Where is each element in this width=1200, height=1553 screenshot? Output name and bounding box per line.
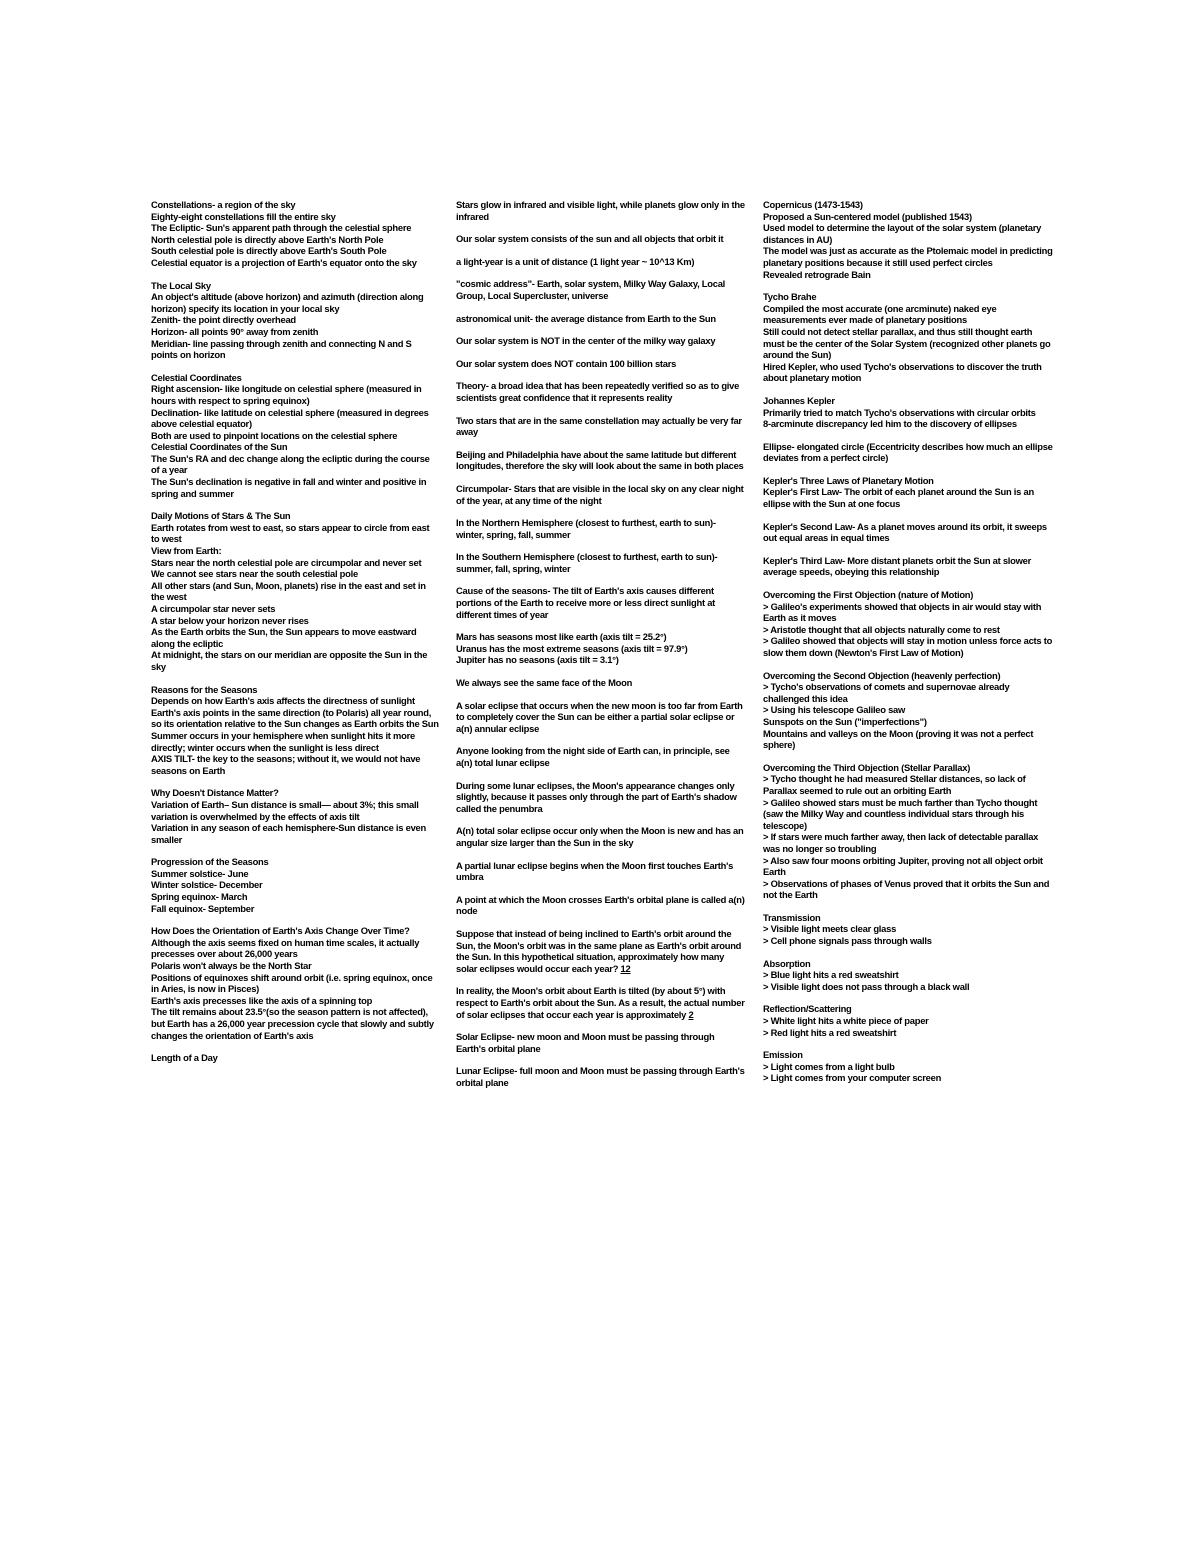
note-line: > Blue light hits a red sweatshirt (763, 969, 899, 981)
note-line: Length of a Day (151, 1052, 218, 1064)
note-line: Jupiter has no seasons (axis tilt = 3.1°) (456, 654, 619, 666)
note-line: A solar eclipse that occurs when the new moon is too far from Earth to completely cover the Sun can be either a partial solar eclipse or a(n) annular eclipse (456, 699, 743, 734)
note-line: A star below your horizon never rises (151, 614, 309, 626)
note-line: Our solar system consists of the sun and all objects that orbit it (456, 233, 724, 245)
note-line: Suppose that instead of being inclined to Earth's orbit around the Sun, the Moon's orbit was in the same plane as Earth's orbit around the Sun. In this hypothetical situation, approximately how many solar eclipses would occur each year? 12 (456, 927, 742, 974)
note-line: Polaris won't always be the North Star (151, 960, 312, 972)
note-line: Why Doesn't Distance Matter? (151, 787, 279, 799)
note-line: Summer solstice- June (151, 867, 249, 879)
note-section (763, 1003, 1053, 1038)
note-line: Earth's axis precesses like the axis of a spinning top (151, 994, 373, 1006)
note-line: In the Southern Hemisphere (closest to furthest, earth to sun)- summer, fall, spring, winter (456, 551, 718, 574)
note-section (763, 958, 1053, 993)
note-line: All other stars (and Sun, Moon, planets) rise in the east and set in the west (151, 579, 426, 603)
note-line: Daily Motions of Stars & The Sun (151, 510, 291, 522)
note-line: The model was just as accurate as the Ptolemaic model in predicting planetary positions because it still used perfect circles (763, 245, 1053, 268)
note-line: Stars near the north celestial pole are circumpolar and never set (151, 556, 422, 568)
note-line: astronomical unit- the average distance from Earth to the Sun (456, 312, 716, 324)
note-section (456, 1031, 746, 1054)
note-line: Spring equinox- March (151, 891, 248, 903)
note-line: At midnight, the stars on our meridian are opposite the Sun in the sky (151, 649, 428, 672)
note-section (456, 825, 746, 848)
note-section (151, 684, 439, 777)
note-line: > Galileo showed stars must be much farther than Tycho thought (saw the Milky Way and countless individual stars through his telescope) (763, 796, 1038, 831)
note-line: > Visible light meets clear glass (763, 923, 897, 935)
answer-value: 2 (688, 1008, 694, 1020)
note-line: In the Northern Hemisphere (closest to furthest, earth to sun)- winter, spring, fall, summer (456, 517, 716, 540)
note-line: > Galileo's experiments showed that objects in air would stay with Earth as it moves (763, 600, 1042, 624)
note-line: Eighty-eight constellations fill the entire sky (151, 210, 336, 222)
note-section (763, 762, 1053, 901)
note-line: Zenith- the point directly overhead (151, 314, 296, 326)
note-section (151, 856, 439, 914)
note-section (456, 313, 746, 325)
note-section (456, 860, 746, 883)
note-line: Earth rotates from west to east, so stars appear to circle from east to west (151, 521, 430, 545)
note-line: The tilt remains about 23.5°(so the season pattern is not affected), but Earth has a 26,000 year precession cycle that slowly and subtly changes the orientation of Earth's axis (151, 1006, 434, 1041)
note-section (456, 517, 746, 540)
note-line: Overcoming the Third Objection (Stellar Parallax) (763, 761, 971, 773)
note-line: Summer occurs in your hemisphere when sunlight hits it more directly; winter occurs when the sunlight is less direct (151, 729, 415, 753)
notes-column-1 (151, 199, 439, 1075)
note-line: 8-arcminute discrepancy led him to the discovery of ellipses (763, 418, 1017, 430)
note-line: Overcoming the Second Objection (heavenly perfection) (763, 669, 1001, 681)
note-line: Uranus has the most extreme seasons (axis tilt = 97.9°) (456, 642, 688, 654)
note-line: The Local Sky (151, 279, 211, 291)
note-section (456, 928, 746, 974)
note-section (456, 985, 746, 1020)
note-line: A circumpolar star never sets (151, 603, 276, 614)
note-line: Celestial equator is a projection of Earth's equator onto the sky (151, 256, 417, 268)
note-line: A(n) total solar eclipse occur only when the Moon is new and has an angular size larger than the Sun in the sky (456, 825, 744, 848)
note-section (456, 1065, 746, 1088)
note-section (456, 199, 746, 222)
note-line: The Sun's declination is negative in fall and winter and positive in spring and summer (151, 476, 427, 499)
note-line: Variation of Earth– Sun distance is small— about 3%; this small variation is overwhelmed by the effects of axis tilt (151, 798, 419, 822)
note-line: Winter solstice- December (151, 879, 263, 891)
note-line: Emission (763, 1049, 803, 1061)
note-line: Earth's axis points in the same direction (to Polaris) all year round, so its orientation relative to the Sun changes as Earth orbits the Sun (151, 706, 439, 730)
note-line: > Also saw four moons orbiting Jupiter, proving not all object orbit Earth (763, 854, 1043, 878)
note-line: Proposed a Sun-centered model (published 1543) (763, 210, 972, 222)
note-section (151, 1052, 439, 1064)
note-section (763, 291, 1053, 384)
note-section (763, 670, 1053, 751)
note-section (456, 677, 746, 689)
note-line: Primarily tried to match Tycho's observations with circular orbits (763, 406, 1036, 418)
note-line: Reasons for the Seasons (151, 683, 258, 695)
note-line: Our solar system is NOT in the center of the milky way galaxy (456, 335, 716, 347)
note-line: We always see the same face of the Moon (456, 677, 633, 689)
note-section (763, 1049, 1053, 1084)
note-line: > Light comes from a light bulb (763, 1060, 895, 1072)
note-line: Anyone looking from the night side of Earth can, in principle, see a(n) total lunar eclipse (456, 745, 730, 768)
note-line: We cannot see stars near the south celestial pole (151, 568, 358, 580)
note-section (456, 780, 746, 815)
note-line: North celestial pole is directly above Earth's North Pole (151, 233, 384, 245)
note-section (763, 199, 1053, 280)
note-line: Kepler's First Law- The orbit of each planet around the Sun is an ellipse with the Sun at one focus (763, 486, 1034, 510)
note-line: > Visible light does not pass through a black wall (763, 980, 970, 992)
note-line: Two stars that are in the same constellation may actually be very far away (456, 414, 742, 438)
note-line: Overcoming the First Objection (nature of Motion) (763, 589, 974, 601)
note-section (763, 395, 1053, 430)
note-line: > Cell phone signals pass through walls (763, 935, 932, 947)
note-section (151, 199, 439, 269)
note-section (456, 745, 746, 768)
note-line: > Red light hits a red sweatshirt (763, 1026, 897, 1038)
note-section (456, 551, 746, 574)
note-section (151, 787, 439, 845)
note-line: How Does the Orientation of Earth's Axis Change Over Time? (151, 925, 410, 937)
note-line: As the Earth orbits the Sun, the Sun appears to move eastward along the ecliptic (151, 626, 417, 649)
note-line: Compiled the most accurate (one arcminute) naked eye measurements ever made of planetary positions (763, 302, 997, 326)
note-line: Positions of equinoxes shift around orbit (i.e. spring equinox, once in Aries, is now in Pisces) (151, 971, 433, 995)
note-line: Absorption (763, 957, 811, 969)
note-line: Meridian- line passing through zenith and connecting N and S points on horizon (151, 337, 412, 361)
note-line: Celestial Coordinates (151, 371, 242, 383)
note-line: > Tycho thought he had measured Stellar distances, so lack of Parallax seemed to rule out an orbiting Earth (763, 773, 1026, 796)
note-line: Solar Eclipse- new moon and Moon must be passing through Earth's orbital plane (456, 1031, 715, 1054)
note-line: In reality, the Moon's orbit about Earth is tilted (by about 5°) with respect to Earth's orbit about the Sun. As a result, the actual number of solar eclipses that occur each year is approximately 2 (456, 985, 745, 1020)
note-line: Right ascension- like longitude on celestial sphere (measured in hours with respect to spring equinox) (151, 383, 422, 406)
note-section (456, 335, 746, 347)
note-line: Progression of the Seasons (151, 856, 269, 868)
note-line: "cosmic address"- Earth, solar system, Milky Way Galaxy, Local Group, Local Supercluster, universe (456, 278, 726, 301)
note-line: Revealed retrograde Bain (763, 268, 871, 280)
note-line: View from Earth: (151, 545, 222, 557)
note-section (456, 449, 746, 472)
note-line: Beijing and Philadelphia have about the same latitude but different longitudes, therefore the sky will look about the same in both places (456, 448, 744, 472)
note-line: > Using his telescope Galileo saw (763, 704, 906, 716)
answer-value: 12 (620, 962, 631, 974)
note-line: Lunar Eclipse- full moon and Moon must be passing through Earth's orbital plane (456, 1065, 745, 1088)
note-section (456, 483, 746, 506)
note-line: AXIS TILT- the key to the seasons; without it, we would not have seasons on Earth (151, 753, 421, 776)
note-line: Although the axis seems fixed on human time scales, it actually precesses over about 26,000 years (151, 936, 420, 960)
note-line: Horizon- all points 90° away from zenith (151, 325, 319, 337)
note-section (456, 894, 746, 917)
note-section (151, 925, 439, 1041)
note-line: Mountains and valleys on the Moon (proving it was not a perfect sphere) (763, 727, 1034, 751)
note-line: Still could not detect stellar parallax, and thus still thought earth must be the center of the Solar System (recognized other planets go around the Sun) (763, 325, 1051, 361)
note-line: Kepler's Three Laws of Planetary Motion (763, 474, 934, 486)
note-line: Our solar system does NOT contain 100 billion stars (456, 357, 677, 369)
note-section (151, 280, 439, 361)
note-line: Fall equinox- September (151, 902, 255, 914)
note-section (763, 555, 1053, 578)
note-line: Constellations- a region of the sky (151, 199, 296, 210)
note-line: > White light hits a white piece of paper (763, 1015, 929, 1027)
note-section (456, 358, 746, 370)
note-section (763, 521, 1053, 544)
note-line: Cause of the seasons- The tilt of Earth's axis causes different portions of the Earth to receive more or less direct sunlight at different times of year (456, 585, 716, 620)
note-line: Reflection/Scattering (763, 1003, 852, 1015)
note-section (763, 589, 1053, 659)
note-section (763, 475, 1053, 510)
note-line: Variation in any season of each hemisphere-Sun distance is even smaller (151, 822, 426, 845)
note-line: South celestial pole is directly above Earth's South Pole (151, 245, 387, 257)
note-line: Transmission (763, 911, 821, 923)
note-section (456, 700, 746, 735)
note-line: A point at which the Moon crosses Earth's orbital plane is called a(n) node (456, 893, 745, 917)
note-line: The Sun's RA and dec change along the ecliptic during the course of a year (151, 452, 430, 476)
note-line: Theory- a broad idea that has been repeatedly verified so as to give scientists great confidence that it represents reality (456, 380, 740, 403)
note-section (151, 510, 439, 672)
note-line: Kepler's Third Law- More distant planets orbit the Sun at slower average speeds, obeying this relationship (763, 554, 1032, 578)
note-section (456, 585, 746, 620)
note-line: Stars glow in infrared and visible light, while planets glow only in the infrared (456, 199, 745, 222)
note-line: Used model to determine the layout of the solar system (planetary distances in AU) (763, 222, 1042, 245)
note-line: > Aristotle thought that all objects naturally come to rest (763, 623, 1000, 635)
note-line: Kepler's Second Law- As a planet moves around its orbit, it sweeps out equal areas in equal times (763, 520, 1047, 544)
note-line: Sunspots on the Sun ("imperfections") (763, 715, 927, 727)
note-line: During some lunar eclipses, the Moon's appearance changes only slightly, because it passes only through the part of Earth's shadow called the penumbra (456, 779, 737, 814)
note-line: Tycho Brahe (763, 291, 817, 303)
note-section (763, 441, 1053, 464)
note-section (456, 631, 746, 666)
note-section (151, 372, 439, 500)
note-section (456, 415, 746, 438)
note-section (456, 380, 746, 403)
note-line: Circumpolar- Stars that are visible in the local sky on any clear night of the year, at any time of the night (456, 482, 744, 506)
note-line: An object's altitude (above horizon) and azimuth (direction along horizon) specify its location in your local sky (151, 291, 424, 314)
note-section (456, 233, 746, 245)
notes-column-2 (456, 199, 746, 1099)
note-line: Depends on how Earth's axis affects the directness of sunlight (151, 695, 415, 707)
note-line: Both are used to pinpoint locations on the celestial sphere (151, 429, 398, 441)
note-line: Declination- like latitude on celestial sphere (measured in degrees above celestial equator) (151, 406, 429, 430)
note-line: > Observations of phases of Venus proved that it orbits the Sun and not the Earth (763, 877, 1050, 901)
note-line: > Galileo showed that objects will stay in motion unless force acts to slow them down (Newton's First Law of Motion) (763, 635, 1053, 658)
notes-column-3 (763, 199, 1053, 1095)
note-line: Mars has seasons most like earth (axis tilt = 25.2°) (456, 631, 667, 643)
note-line: Ellipse- elongated circle (Eccentricity describes how much an ellipse deviates from a perfect circle) (763, 440, 1053, 464)
note-line: A partial lunar eclipse begins when the Moon first touches Earth's umbra (456, 859, 734, 883)
note-line: > Tycho's observations of comets and supernovae already challenged this idea (763, 681, 1010, 704)
note-line: Copernicus (1473-1543) (763, 199, 863, 210)
note-line: > If stars were much farther away, then lack of detectable parallax was no longer so troubling (763, 831, 1039, 854)
note-line: Johannes Kepler (763, 394, 835, 406)
note-section (456, 256, 746, 268)
note-line: Hired Kepler, who used Tycho's observations to discover the truth about planetary motion (763, 360, 1042, 384)
note-section (763, 912, 1053, 947)
note-line: > Light comes from your computer screen (763, 1072, 942, 1084)
note-line: a light-year is a unit of distance (1 light year ~ 10^13 Km) (456, 255, 695, 267)
note-section (456, 278, 746, 301)
note-line: Celestial Coordinates of the Sun (151, 441, 288, 453)
note-line: The Ecliptic- Sun's apparent path through the celestial sphere (151, 222, 412, 234)
